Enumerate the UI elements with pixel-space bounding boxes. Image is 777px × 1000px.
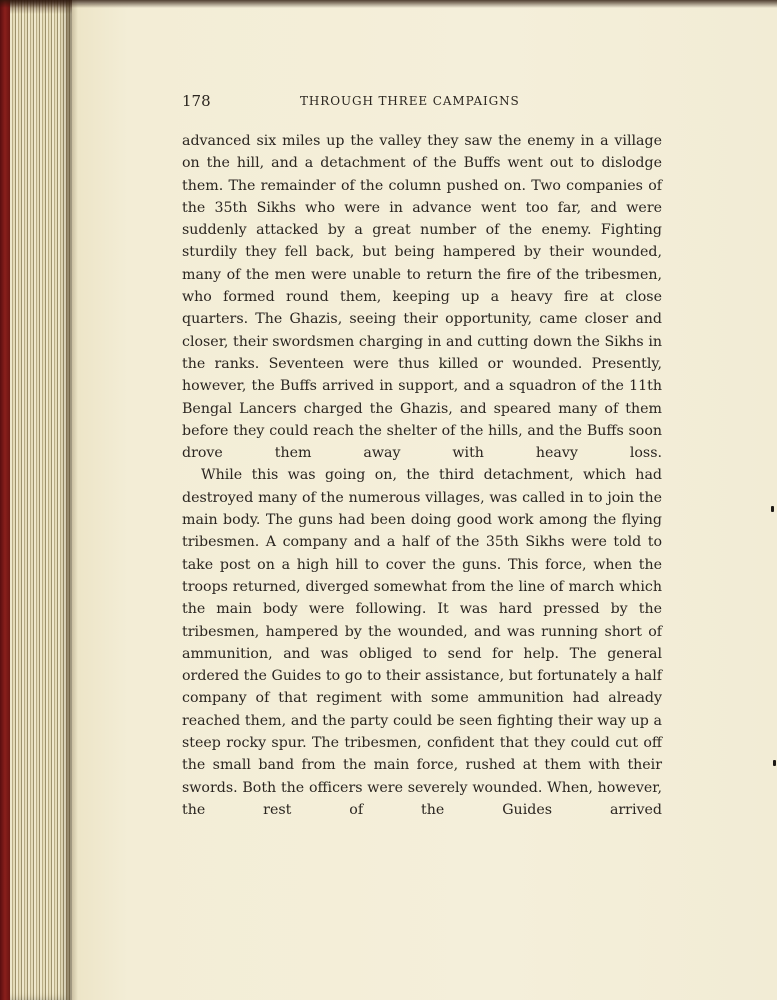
top-shadow [0, 0, 777, 8]
running-title: THROUGH THREE CAMPAIGNS [300, 94, 520, 108]
body-text [182, 130, 662, 821]
margin-mark-lower [773, 760, 776, 766]
paragraph-1: advanced six miles up the valley they saw the enemy in a village on the hill, and a detachment of the Buffs went out to dislodge them. The remainder of the column pushed on. Two companies of the 35th Sikhs who were in advance went too far, and were suddenly attacked by a great number of the enemy. Fighting sturdily they fell back, but being hampered by their wounded, many of the men were unable to return the fire of the tribesmen, who formed round them, keeping up a heavy fire at close quarters. The Ghazis, seeing their opportunity, came closer and closer, their swordsmen charging in and cutting down the Sikhs in the ranks. Seventeen were thus killed or wounded. Presently, however, the Buffs arrived in support, and a squadron of the 11th Bengal Lancers charged the Ghazis, and speared many of them before they could reach the shelter of the hills, and the Buffs soon drove them away with heavy loss. [182, 133, 662, 462]
page-edges [10, 0, 72, 1000]
margin-mark-upper [771, 506, 774, 512]
paragraph-2: While this was going on, the third detachment, which had destroyed many of the numerous villages, was called in to join the main body. The guns had been doing good work among the flying tribesmen. A company and a half of the 35th Sikhs were told to take post on a high hill to cover the guns. This force, when the troops returned, diverged somewhat from the line of march which the main body were following. It was hard pressed by the tribesmen, hampered by the wounded, and was running short of ammunition, and was obliged to send for help. The general ordered the Guides to go to their assistance, but fortunately a half company of that regiment with some ammunition had already reached them, and the party could be seen fighting their way up a steep rocky spur. The tribesmen, confident that they could cut off the small band from the main force, rushed at them with their swords. Both the officers were severely wounded. When, however, the rest of the Guides arrived [182, 467, 662, 818]
page-number: 178 [182, 92, 211, 110]
page-gutter [66, 0, 78, 1000]
book-spine [0, 0, 10, 1000]
